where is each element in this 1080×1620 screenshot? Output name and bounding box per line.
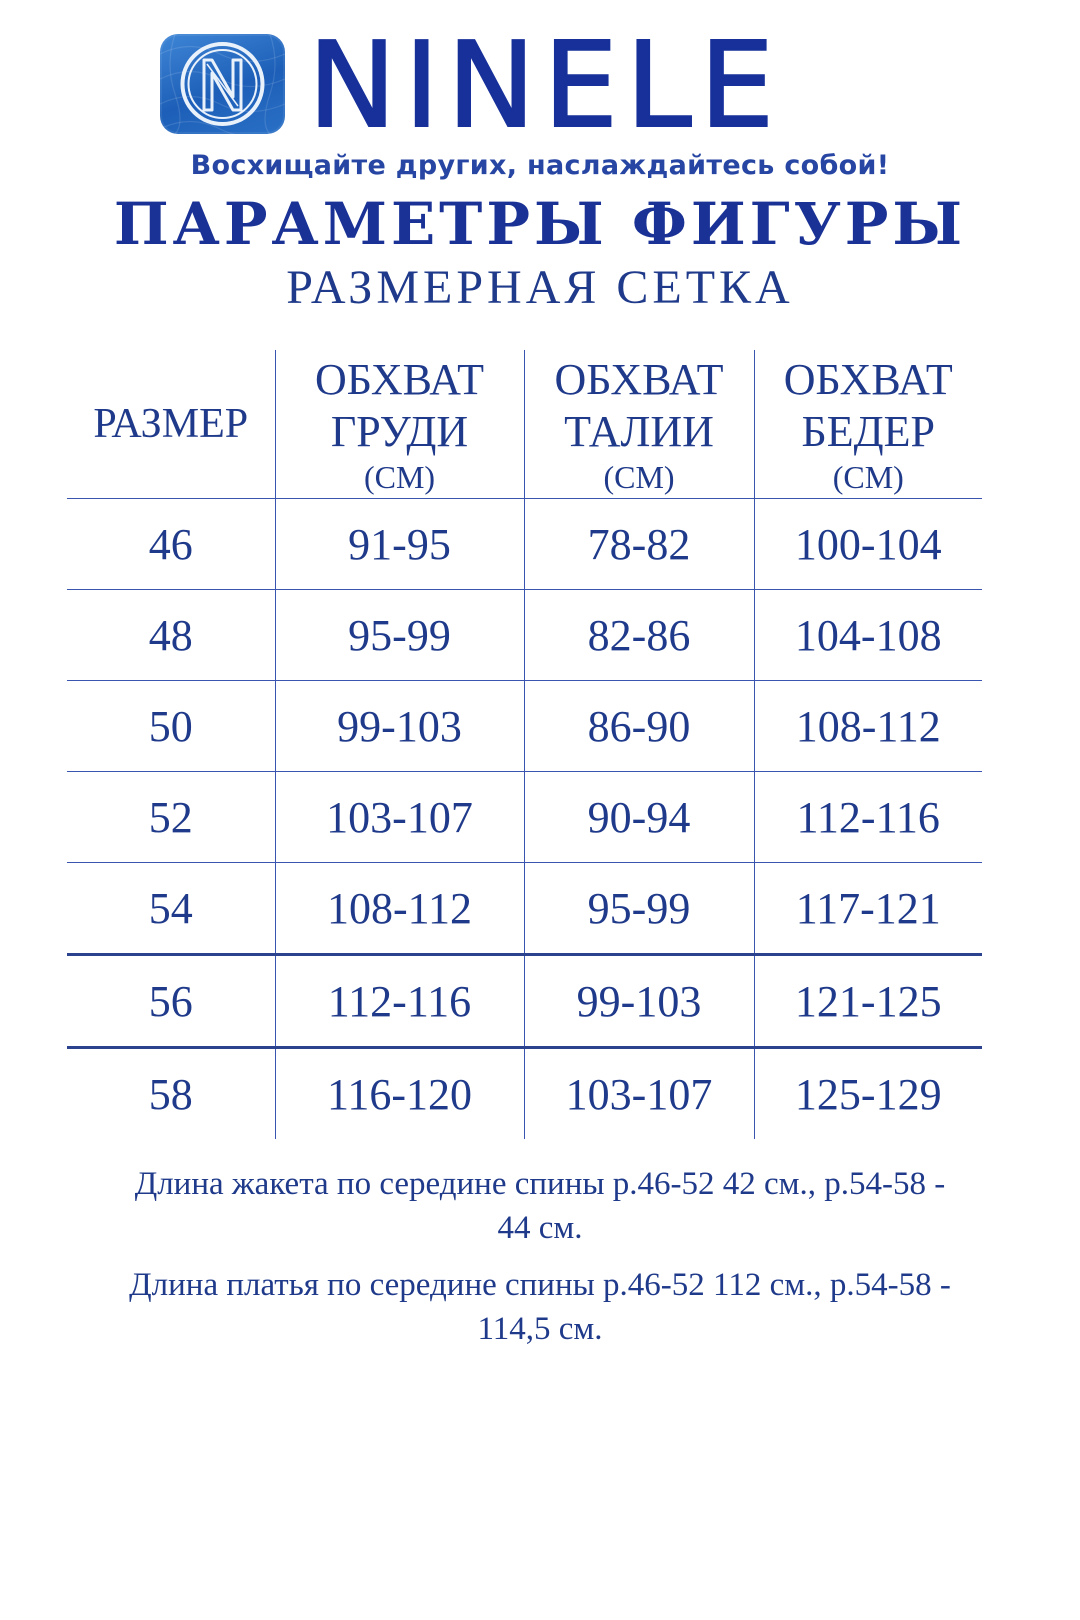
page-subtitle: РАЗМЕРНАЯ СЕТКА <box>286 261 794 314</box>
column-header-hips <box>754 350 982 499</box>
note-line: Длина жакета по середине спины р.46-52 42 см., р.54-58 - <box>134 1166 946 1202</box>
table-row <box>67 499 982 590</box>
cell-waist: 90-94 <box>524 772 754 863</box>
column-header-bust <box>275 350 524 499</box>
column-header-label: ГРУДИ <box>330 407 469 456</box>
cell-bust: 108-112 <box>275 863 524 955</box>
column-header-label: ТАЛИИ <box>564 407 714 456</box>
cell-size: 46 <box>67 499 275 590</box>
column-header-unit: (СМ) <box>832 459 904 495</box>
cell-hips: 117-121 <box>754 863 982 955</box>
cell-size: 52 <box>67 772 275 863</box>
cell-waist: 82-86 <box>524 590 754 681</box>
cell-hips: 100-104 <box>754 499 982 590</box>
cell-bust: 91-95 <box>275 499 524 590</box>
table-row <box>67 590 982 681</box>
cell-hips: 121-125 <box>754 955 982 1048</box>
cell-bust: 112-116 <box>275 955 524 1048</box>
cell-waist: 95-99 <box>524 863 754 955</box>
dress-length-note <box>40 1263 1040 1351</box>
cell-size: 54 <box>67 863 275 955</box>
cell-waist: 86-90 <box>524 681 754 772</box>
note-line: Длина платья по середине спины р.46-52 112 см., р.54-58 - <box>129 1267 951 1303</box>
cell-hips: 108-112 <box>754 681 982 772</box>
page-title: ПАРАМЕТРЫ ФИГУРЫ <box>113 190 967 258</box>
brand-slogan: Восхищайте других, наслаждайтесь собой! <box>190 150 890 181</box>
note-line: 114,5 см. <box>477 1311 603 1347</box>
column-header-label: БЕДЕР <box>801 407 935 456</box>
table-row <box>67 955 982 1048</box>
cell-size: 56 <box>67 955 275 1048</box>
brand-wordmark: NINELE <box>308 16 783 154</box>
table-header-row <box>67 350 982 499</box>
cell-waist: 78-82 <box>524 499 754 590</box>
column-header-label: ОБХВАТ <box>314 355 485 404</box>
table-row <box>67 681 982 772</box>
ninele-logo-icon <box>160 34 285 134</box>
cell-bust: 103-107 <box>275 772 524 863</box>
table-row <box>67 863 982 955</box>
table-row <box>67 772 982 863</box>
column-header-unit: (СМ) <box>363 459 436 495</box>
column-header-label: ОБХВАТ <box>554 355 724 404</box>
cell-bust: 116-120 <box>275 1048 524 1140</box>
size-chart-table <box>67 350 982 1139</box>
note-line: 44 см. <box>497 1210 583 1246</box>
brand-header <box>160 16 940 154</box>
cell-size: 50 <box>67 681 275 772</box>
cell-waist: 103-107 <box>524 1048 754 1140</box>
cell-hips: 112-116 <box>754 772 982 863</box>
column-header-size <box>67 350 275 499</box>
cell-bust: 95-99 <box>275 590 524 681</box>
table-row <box>67 1048 982 1140</box>
cell-hips: 125-129 <box>754 1048 982 1140</box>
cell-waist: 99-103 <box>524 955 754 1048</box>
cell-hips: 104-108 <box>754 590 982 681</box>
cell-size: 48 <box>67 590 275 681</box>
column-header-label: РАЗМЕР <box>93 401 249 447</box>
cell-bust: 99-103 <box>275 681 524 772</box>
jacket-length-note <box>40 1162 1040 1250</box>
column-header-unit: (СМ) <box>603 459 675 495</box>
column-header-waist <box>524 350 754 499</box>
column-header-label: ОБХВАТ <box>783 355 953 404</box>
cell-size: 58 <box>148 1069 193 1119</box>
